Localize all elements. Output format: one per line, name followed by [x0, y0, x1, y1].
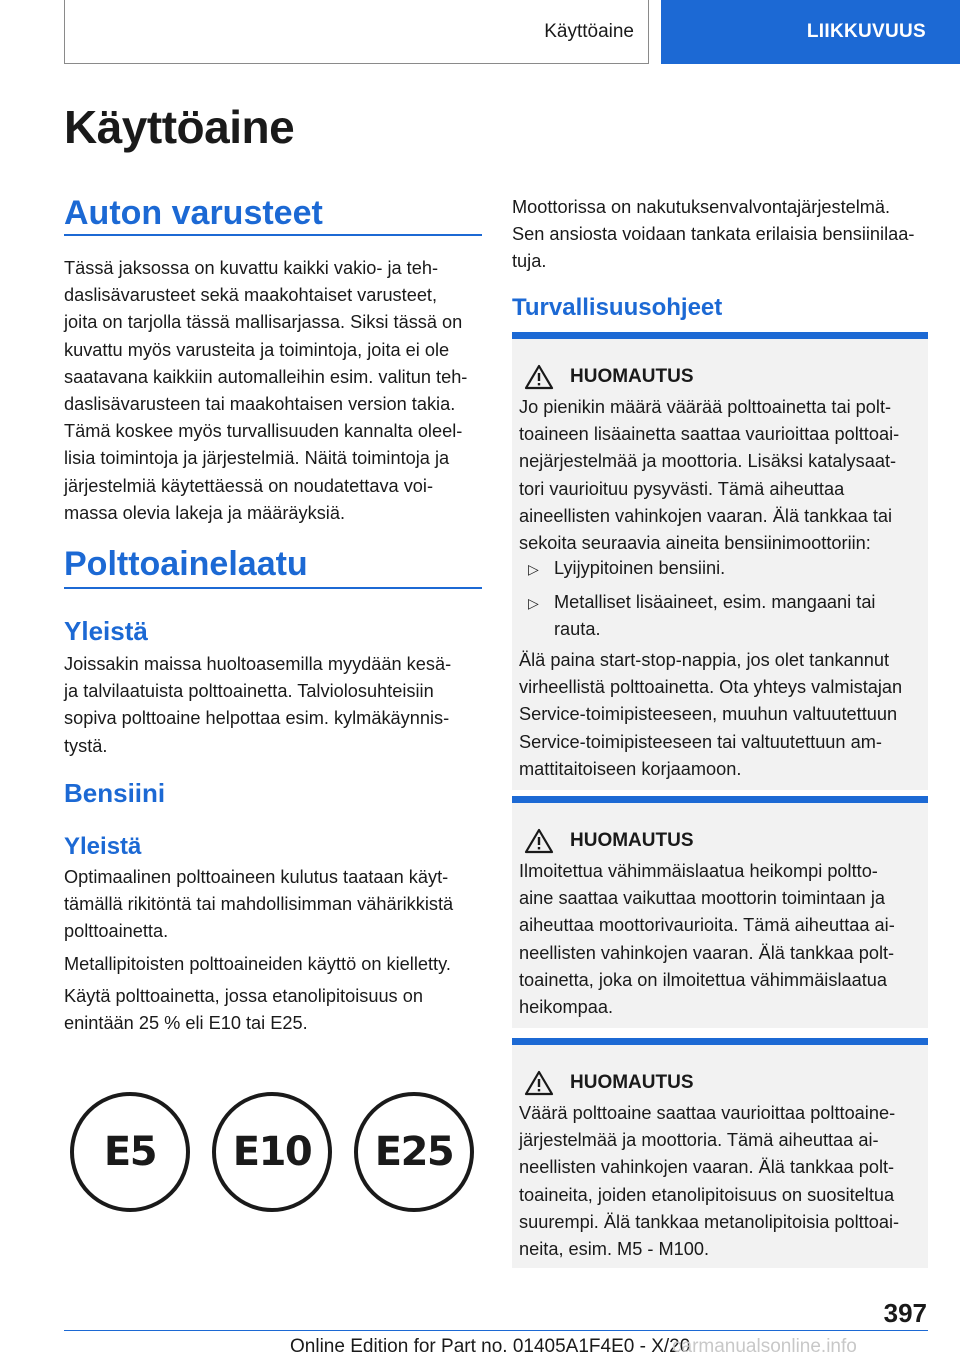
notice-2-title: HUOMAUTUS — [570, 830, 694, 851]
page-number: 397 — [883, 1298, 927, 1328]
text-line: Älä paina start-stop-nappia, jos olet tankannut — [519, 650, 890, 670]
notice-1-bullet-2 — [554, 589, 924, 643]
warning-triangle-icon — [524, 364, 554, 390]
text-line: Sen ansiosta voidaan tankata erilaisia bensiinilaa- — [512, 224, 915, 245]
footer-rule — [64, 1330, 928, 1331]
fuel-label-e25: E25 — [354, 1092, 474, 1212]
text-line: tori vaurioituu pysyvästi. Tämä aiheuttaa — [519, 478, 845, 499]
notice-2-header — [524, 828, 694, 854]
general-paragraph — [64, 651, 482, 760]
text-line: tämällä rikitöntä tai mahdollisimman vähärikkistä — [64, 894, 454, 915]
equipment-heading: Auton varusteet — [64, 194, 323, 232]
fuel-quality-heading: Polttoainelaatu — [64, 545, 308, 583]
edition-text: Online Edition for Part no. 01405A1F4E0 - X/20 — [290, 1336, 691, 1357]
text-line: Optimaalinen polttoaineen kulutus taataan käyt- — [64, 867, 449, 887]
text-line: neellisten vahinkojen vaaran. Älä tankkaa polt- — [519, 1157, 895, 1178]
text-line: aine saattaa vaikuttaa moottorin toimintaan ja — [519, 888, 885, 909]
text-line: toaineita, joiden etanolipitoisuus on suositeltua — [519, 1184, 895, 1205]
notice-3-title: HUOMAUTUS — [570, 1072, 694, 1093]
notice-box-1 — [512, 332, 928, 790]
text-line: virheellistä polttoainetta. Ota yhteys valmistajan — [519, 677, 903, 698]
notice-box-2 — [512, 796, 928, 1028]
fuel-label-e5: E5 — [70, 1092, 190, 1212]
header-section-tab — [64, 0, 649, 64]
equipment-heading-rule — [64, 234, 482, 236]
fuel-label-e10: E10 — [212, 1092, 332, 1212]
safety-heading: Turvallisuusohjeet — [512, 294, 723, 321]
text-line: lisia toimintoja ja järjestelmiä. Näitä toimintoja ja — [64, 448, 450, 469]
text-line: Metallipitoisten polttoaineiden käyttö on kielletty. — [64, 954, 451, 974]
text-line: polttoainetta. — [64, 921, 169, 942]
text-line: aineellisten vahinkojen vaaran. Älä tankkaa tai — [519, 505, 893, 526]
gasoline-general-heading: Yleistä — [64, 833, 142, 860]
text-line: joita on tarjolla tässä mallisarjassa. Siksi tässä on — [64, 312, 463, 333]
text-line: heikompaa. — [519, 997, 614, 1018]
notice-1-title: HUOMAUTUS — [570, 366, 694, 387]
notice-box-3 — [512, 1038, 928, 1268]
text-line: daslisävarusteen tai maakohtaisen version takia. — [64, 394, 456, 415]
watermark: carmanualsonline.info — [672, 1336, 857, 1357]
page-title: Käyttöaine — [64, 101, 295, 153]
text-line: enintään 25 % eli E10 tai E25. — [64, 1013, 308, 1034]
notice-1-paragraph — [519, 394, 923, 557]
text-line: Service-toimipisteeseen tai valtuutettuun am- — [519, 731, 882, 752]
text-line: nejärjestelmää ja moottoria. Lisäksi katalysaat- — [519, 451, 897, 472]
header-chapter-label: LIIKKUVUUS — [806, 21, 926, 42]
gasoline-paragraph-2 — [64, 951, 482, 978]
text-line: mattitaitoiseen korjaamoon. — [519, 758, 742, 779]
header-chapter-tab[interactable] — [661, 0, 960, 64]
notice-2-paragraph — [519, 858, 923, 1021]
fuel-quality-heading-rule — [64, 587, 482, 589]
notice-3-header — [524, 1070, 694, 1096]
text-line: Tämä koskee myös turvallisuuden kannalta oleel- — [64, 421, 463, 442]
notice-1-paragraph-after — [519, 647, 923, 783]
gasoline-paragraph-3 — [64, 983, 482, 1037]
text-line: ja talvilaatuista polttoainetta. Talviolosuhteisiin — [64, 681, 434, 702]
text-line: rauta. — [554, 619, 601, 640]
text-line: Käytä polttoainetta, jossa etanolipitoisuus on — [64, 986, 423, 1006]
text-line: Ilmoitettua vähimmäislaatua heikompi poltto- — [519, 861, 878, 881]
text-line: Lyijypitoinen bensiini. — [554, 558, 726, 578]
notice-1-header — [524, 364, 694, 390]
text-line: Metalliset lisäaineet, esim. mangaani tai — [554, 592, 876, 612]
warning-triangle-icon — [524, 1070, 554, 1096]
notice-3-paragraph — [519, 1100, 923, 1263]
equipment-paragraph — [64, 255, 482, 527]
text-line: suurempi. Älä tankkaa metanolipitoisia polttoai- — [519, 1211, 900, 1232]
warning-triangle-icon — [524, 828, 554, 854]
text-line: tystä. — [64, 735, 108, 756]
text-line: sekoita seuraavia aineita bensiinimoottoriin: — [519, 533, 871, 554]
header-section-label: Käyttöaine — [544, 20, 634, 42]
text-line: neellisten vahinkojen vaaran. Älä tankkaa polt- — [519, 942, 895, 963]
fuel-label-illustration — [70, 1092, 482, 1214]
text-line: toainetta, joka on ilmoitettua vähimmäislaatua — [519, 969, 887, 990]
text-line: daslisävarusteet sekä maakohtaiset varusteet, — [64, 285, 438, 306]
text-line: Jo pienikin määrä väärää polttoainetta tai polt- — [519, 397, 892, 417]
text-line: Väärä polttoaine saattaa vaurioittaa polttoaine- — [519, 1103, 896, 1123]
text-line: Moottorissa on nakutuksenvalvontajärjestelmä. — [512, 197, 891, 217]
gasoline-paragraph-1 — [64, 864, 482, 946]
text-line: Service-toimipisteeseen, muuhun valtuutettuun — [519, 704, 898, 725]
text-line: sopiva polttoaine helpottaa esim. kylmäkäynnis- — [64, 708, 450, 729]
knock-control-paragraph — [512, 194, 928, 276]
triangle-right-icon: ▷ — [528, 561, 539, 577]
text-line: Tässä jaksossa on kuvattu kaikki vakio- ja teh- — [64, 258, 439, 278]
text-line: neita, esim. M5 - M100. — [519, 1239, 710, 1260]
text-line: saatavana kaikkiin automalleihin esim. valitun teh- — [64, 366, 468, 387]
general-heading: Yleistä — [64, 616, 148, 646]
triangle-right-icon: ▷ — [528, 595, 539, 611]
text-line: kuvattu myös varusteita ja toimintoja, joita ei ole — [64, 339, 450, 360]
text-line: järjestelmää ja moottoria. Tämä aiheuttaa ai- — [519, 1130, 879, 1151]
text-line: järjestelmiä käytettäessä on noudatettava voi- — [64, 475, 434, 496]
text-line: tuja. — [512, 251, 547, 272]
text-line: Joissakin maissa huoltoasemilla myydään kesä- — [64, 654, 452, 674]
notice-1-bullet-1 — [554, 555, 924, 582]
text-line: toaineen lisäainetta saattaa vaurioittaa polttoai- — [519, 424, 900, 445]
text-line: massa olevia lakeja ja määräyksiä. — [64, 502, 346, 523]
gasoline-heading: Bensiini — [64, 778, 166, 808]
text-line: aiheuttaa moottorivaurioita. Tämä aiheuttaa ai- — [519, 915, 895, 936]
